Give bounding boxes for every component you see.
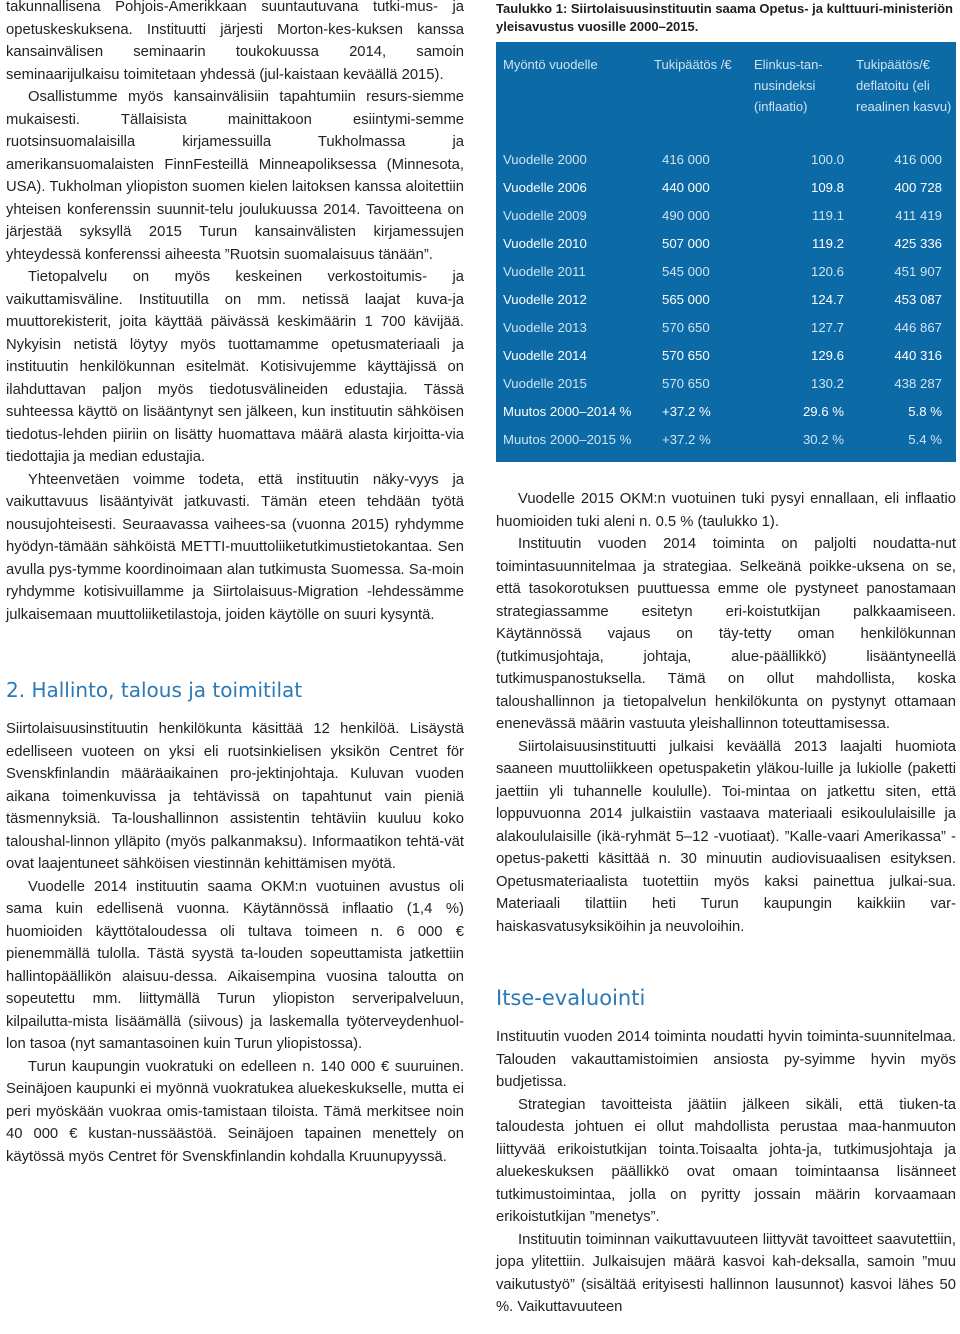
decision-cell: 570 650 xyxy=(662,320,710,335)
row-label: Vuodelle 2013 xyxy=(503,320,587,335)
deflated-cell: 411 419 xyxy=(895,208,942,223)
table-row xyxy=(496,174,956,202)
index-cell: 120.6 xyxy=(810,264,844,279)
table-body xyxy=(496,146,956,454)
column-header: Tukipäätös/€ deflatoitu (eli reaalinen kasvu) xyxy=(856,57,952,114)
table-row xyxy=(496,202,956,230)
table-row xyxy=(496,286,956,314)
row-label: Vuodelle 2011 xyxy=(503,264,586,279)
table-row xyxy=(496,258,956,286)
section-heading-self-evaluation: Itse-evaluointi xyxy=(496,986,646,1010)
deflated-cell: 5.8 % xyxy=(908,404,942,419)
paragraph: Instituutin toiminnan vaikuttavuuteen liittyvät tavoitteet saavutettiin, jopa ylitettiin. Julkaisujen määrä kasvoi kah-deksalla, samoin ”muu vaikutustyö” (sisältää erityisesti hallinnon lausunnot) kasvoi lähes 50 %. Vaikuttavuuteen xyxy=(496,1231,956,1315)
decision-cell: 565 000 xyxy=(662,292,710,307)
deflated-cell: 425 336 xyxy=(894,236,942,251)
index-cell: 130.2 xyxy=(810,376,844,391)
row-label: Vuodelle 2015 xyxy=(503,376,587,391)
deflated-cell: 416 000 xyxy=(894,152,942,167)
index-cell: 124.7 xyxy=(810,292,844,307)
paragraph: Tietopalvelu on myös keskeinen verkostoitumis- ja vaikuttamisväline. Instituutilla on mm. netissä laajat kuva-ja muuttorekisterit, joita käyttää päivässä keskimäärin 1 700 kävijää. Nykyisin netistä löytyy myös tuottamamme opetusmateriaali ja instituutin henkilökunnan esitelmät. Kotisivujemme käyttäjissä on ilahduttavan paljon myös tiedotusvälineiden edustajia. Tässä suhteessa käyttö on lisääntynyt sen jälkeen, kun instituutin sähköisen tiedotus-lehden piiriin on lisätty huomattava määrä alasta kirjoitta-via tiedottajia ja median edustajia. xyxy=(6,269,464,465)
deflated-cell: 446 867 xyxy=(894,320,942,335)
table-row xyxy=(496,342,956,370)
left-column xyxy=(6,0,464,1168)
index-cell: 119.1 xyxy=(811,208,844,223)
index-cell: 119.2 xyxy=(811,236,844,251)
row-label: Vuodelle 2012 xyxy=(503,292,587,307)
deflated-cell: 440 316 xyxy=(894,348,942,363)
section-heading-administration: 2. Hallinto, talous ja toimitilat xyxy=(6,678,303,702)
decision-cell: +37.2 % xyxy=(662,404,711,419)
row-label: Vuodelle 2014 xyxy=(503,348,587,363)
table-row xyxy=(496,370,956,398)
paragraph: Strategian tavoitteista jäätiin jälkeen sikäli, että tiuken-ta taloudesta johtuen ei ollut mahdollista perustaa maa-hanmuuton liittyvää erikoistutkijan tointa.Toisaalta johta-ja, tutkimusjohtaja ja aluekeskuksen päällikkö ovat omaan toimintaansa lisänneet tutkimustoimintaa, jolla on pyritty jossain määrin korvaamaan erikoistutkijan ”menetys”. xyxy=(496,1096,956,1225)
paragraph: Turun kaupungin vuokratuki on edelleen n. 140 000 € suuruinen. Seinäjoen kaupunki ei myönnä vuokratukea aluekeskukselle, mutta ei peri myöskään vuokraa omis-tamistaan tiloista. Tämä merkitsee noin 40 000 € kustan-nussäästöä. Seinäjoen tapainen menettely on käytössä myös Centret för Svenskfinlandin kohdalla Kruunupyyssä. xyxy=(6,1058,464,1165)
index-cell: 127.7 xyxy=(810,320,844,335)
index-cell: 29.6 % xyxy=(802,404,844,419)
table-row xyxy=(496,314,956,342)
decision-cell: 570 650 xyxy=(662,376,710,391)
paragraph: Osallistumme myös kansainvälisiin tapahtumiin resurs-siemme mukaisesti. Tällaisista mainittakoon esiintymi-semme ruotsinsuomalaisilla kirjamessuilla Tukholmassa ja amerikansuomalaisten FinnFesteillä Minneapoliksessa (Minnesota, USA). Tukholman yliopiston suomen kielen laitoksen kanssa aloitettiin yhteisen konferenssin suunnit-telu joulukuussa 2014. Tavoitteena on järjestää syksyllä 2015 Turun kansainvälisten kirjamessujen yhteydessä konferenssi aiheesta ”Ruotsin suomalaisuus tänään”. xyxy=(6,89,464,263)
table-caption: Taulukko 1: Siirtolaisuusinstituutin saama Opetus- ja kulttuuri-ministeriön yleisavustus vuosille 2000–2015. xyxy=(496,1,953,34)
table-header-row xyxy=(496,42,956,146)
column-header: Elinkus-tan-nusindeksi (inflaatio) xyxy=(754,57,823,114)
table-row xyxy=(496,398,956,426)
table-row xyxy=(496,230,956,258)
paragraph: Siirtolaisuusinstituutti julkaisi keväällä 2013 laajalti huomiota saaneen muuttoliikkeen opetuspaketin yläkou-luille ja lukiolle (paketti jaettiin yli tuhannelle koululle). Toi-mintaa on jatkettu siten, että loppuvuonna 2014 julkaistiin vastaava materiaali esikoululaisille ja alakoululaisille (ikä-ryhmät 5–12 -vuotiaat). ”Kalle-vaari Amerikassa” -opetus-paketti käsittää n. 30 minuutin audiovisuaalisen esityksen. Opetusmateriaalista tuotettiin myös kaksi painettua julkai-sua. Materiaali tilattiin heti Turun kaupungin kaikkiin var-haiskasvatusyksiköihin ja neuvoloihin. xyxy=(496,738,956,935)
paragraph: Instituutin vuoden 2014 toiminta noudatti hyvin toiminta-suunnitelmaa. Talouden vakauttamistoimien ansiosta py-syimme hyvin myös budjetissa. xyxy=(496,1029,956,1090)
deflated-cell: 5.4 % xyxy=(908,432,942,447)
row-label: Vuodelle 2006 xyxy=(503,180,587,195)
index-cell: 100.0 xyxy=(810,152,844,167)
decision-cell: 507 000 xyxy=(662,236,710,251)
decision-cell: 416 000 xyxy=(662,152,710,167)
paragraph: Yhteenvetäen voimme todeta, että instituutin näky-vyys ja vaikuttavuus lisääntyivät jatkuvasti. Tämän eteen tehdään työtä nousujohteisesti. Seuraavassa vaihees-sa (vuonna 2015) ryhdymme hyödyn-tämään sähköistä METTI-muuttoliiketutkimustietokantaa. Sen avulla pys-tymme koordinoimaan alan tutkimusta Suomessa. Sa-moin ryhdymme kotisivuillamme ja Siirtolaisuus-Migration -lehdessämme julkaisemaan muuttoliiketilastoja, joiden käytölle on suuri kysyntä. xyxy=(6,471,464,623)
deflated-cell: 451 907 xyxy=(894,264,942,279)
row-label: Vuodelle 2010 xyxy=(503,236,587,251)
row-label: Muutos 2000–2014 % xyxy=(503,404,632,419)
deflated-cell: 400 728 xyxy=(894,180,942,195)
decision-cell: +37.2 % xyxy=(662,432,711,447)
paragraph: Siirtolaisuusinstituutin henkilökunta käsittää 12 henkilöä. Lisäystä edelliseen vuoteen on yksi eli ruotsinkielisen yksikön Centret för Svenskfinlandin määräaikainen pro-jektinjohtaja. Kuluvan vuoden aikana toimenkuvissa ja tehtävissä on tapahtunut vain pieniä täsmennyksiä. Ta-loushallinnon assistentin tehtäviin kuuluu koko taloushal-linnon ylläpito (myös palkanmaksu). Informaatikon tehtä-vät ovat laajentuneet sähköisen viestinnän kehittämisen myötä. xyxy=(6,721,464,872)
table-row xyxy=(496,426,956,454)
paragraph: Vuodelle 2014 instituutin saama OKM:n vuotuinen avustus oli sama kuin edellisenä vuonna. Käytännössä inflaatio (1,4 %) huomioiden käyttötaloudessa oli tultava toimeen n. 6 000 € pienemmällä tulolla. Tästä syystä ta-louden sopeuttamista jatkettiin hallintopäällikön alaisuu-dessa. Aikaisempina vuosina taloutta on sopeutettu mm. liittymällä Turun yliopiston serveripalveluun, kilpailutta-mista lisäämällä (siivous) ja laskemalla työterveydenhuol-lon tasoa (nyt samantasoinen kuin Turun yliopistossa). xyxy=(6,878,464,1052)
index-cell: 129.6 xyxy=(810,348,844,363)
row-label: Vuodelle 2000 xyxy=(503,152,587,167)
index-cell: 30.2 % xyxy=(802,432,844,447)
deflated-cell: 438 287 xyxy=(894,376,942,391)
grant-table xyxy=(496,42,956,462)
decision-cell: 570 650 xyxy=(662,348,710,363)
paragraph: Vuodelle 2015 OKM:n vuotuinen tuki pysyi ennallaan, eli inflaatio huomioiden tuki aleni n. 0.5 % (taulukko 1). xyxy=(496,491,956,530)
right-column xyxy=(496,0,956,1319)
paragraph: takunnallisena Pohjois-Amerikkaan suuntautuvana tutki-mus- ja opetuskeskuksena. Instituutti järjesti Morton-kes-kuksen kanssa kansainvälisen seminaarin toukokuussa 2014, samoin seminaarijulkaisu toimitetaan yhdessä (jul-kaistaan keväällä 2015). xyxy=(6,0,464,83)
index-cell: 109.8 xyxy=(810,180,844,195)
decision-cell: 440 000 xyxy=(662,180,710,195)
deflated-cell: 453 087 xyxy=(894,292,942,307)
decision-cell: 490 000 xyxy=(662,208,710,223)
column-header: Myöntö vuodelle xyxy=(503,57,598,72)
paragraph: Instituutin vuoden 2014 toiminta on paljolti noudatta-nut toimintasuunnitelmaa ja strategiaa. Selkeänä poikke-uksena on se, että tasokorotuksen puuttuessa emme ole pystyneet panostamaan strategiassamme esitetyn eri-koistutkijan palkkaamiseen. Käytännössä vajaus on täy-tetty oman henkilökunnan (tutkimusjohtaja, johtaja, alue-päällikkö) lisääntyneellä tutkimuspanostuksella. Tämä on ollut mahdollista, koska taloushallinnon ja tietopalvelun henkilökunta on pystynyt ottamaan enenevässä määrin vastuuta yleishallinnon toteuttamisessa. xyxy=(496,536,956,732)
decision-cell: 545 000 xyxy=(662,264,710,279)
table-row xyxy=(496,146,956,174)
column-header: Tukipäätös /€ xyxy=(654,57,732,72)
row-label: Vuodelle 2009 xyxy=(503,208,587,223)
row-label: Muutos 2000–2015 % xyxy=(503,432,632,447)
